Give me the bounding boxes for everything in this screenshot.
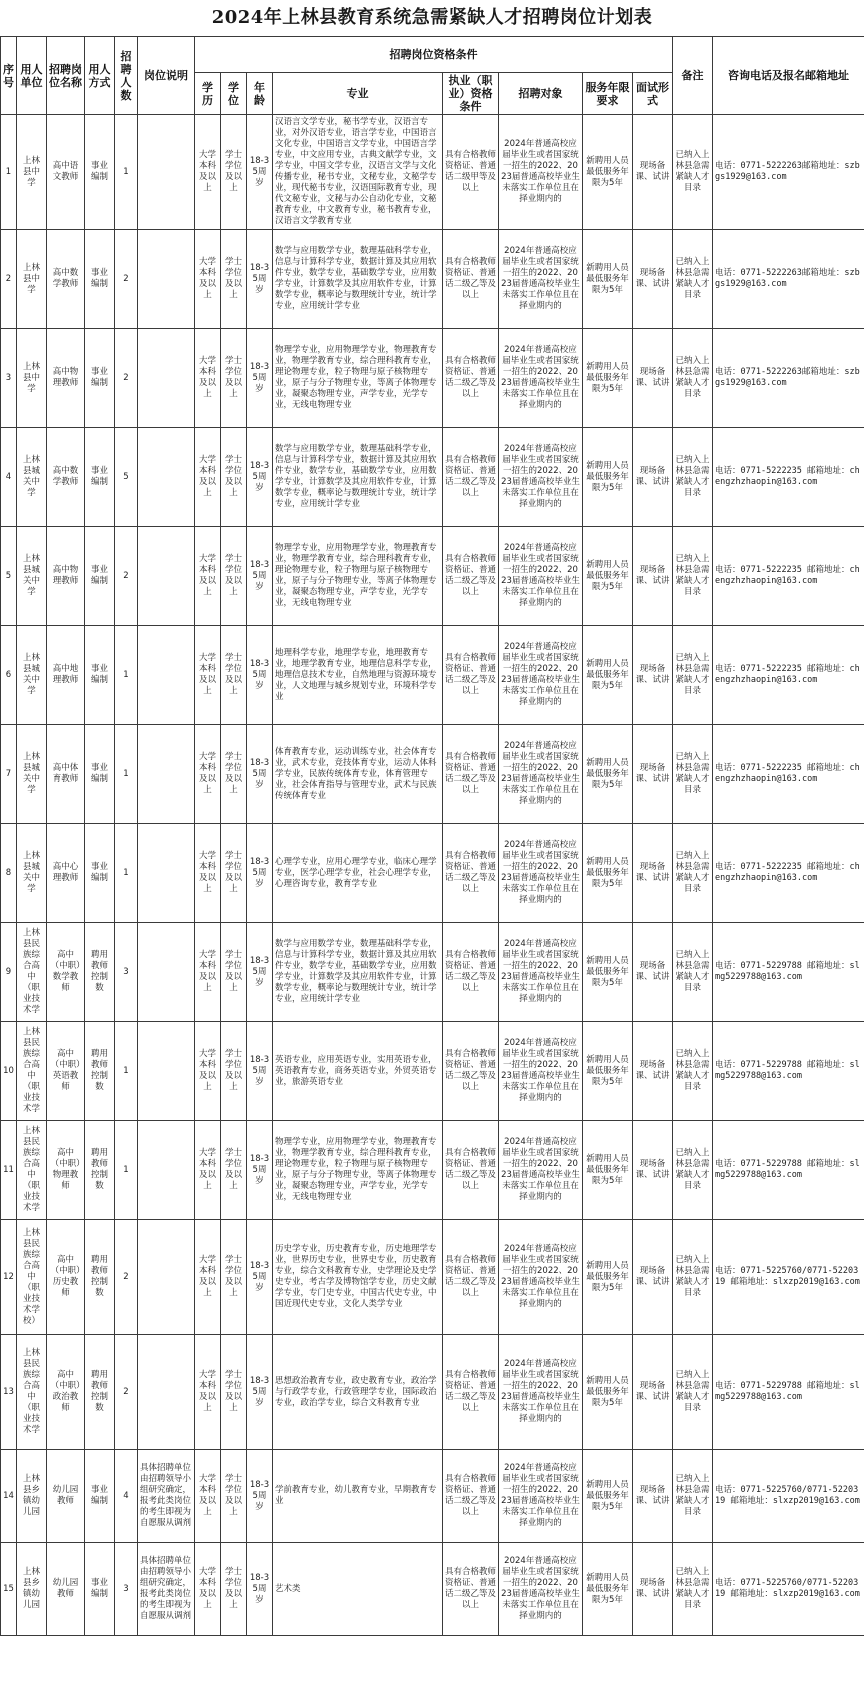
cell-license: 具有合格教师资格证、普通话二级甲等及以上 [443, 115, 499, 230]
cell-service: 新聘用人员最低服务年限为5年 [583, 923, 633, 1022]
header-unit: 用人单位 [17, 37, 47, 115]
cell-license: 具有合格教师资格证、普通话二级乙等及以上 [443, 1450, 499, 1543]
cell-degree: 学士学位及以上 [221, 923, 247, 1022]
cell-target: 2024年普通高校应届毕业生或者国家统一招生的2022、2023届普通高校毕业生未落实工作单位且在择业期内的 [499, 626, 583, 725]
cell-license: 具有合格教师资格证、普通话二级乙等及以上 [443, 527, 499, 626]
cell-desc [138, 824, 195, 923]
cell-service: 新聘用人员最低服务年限为5年 [583, 824, 633, 923]
cell-contact: 电话：0771-5225760/0771-5220319 邮箱地址：slxzp2019@163.com [713, 1543, 864, 1636]
cell-target: 2024年普通高校应届毕业生或者国家统一招生的2022、2023届普通高校毕业生未落实工作单位且在择业期内的 [499, 725, 583, 824]
cell-desc [138, 626, 195, 725]
table-row [1, 527, 864, 626]
cell-major: 物理学专业，应用物理学专业，物理教育专业，物理学教育专业，综合理科教育专业，理论物理专业，粒子物理与原子核物理专业，原子与分子物理专业，等离子体物理专业，凝聚态物理专业，声学专业，光学专业，无线电物理专业 [273, 527, 443, 626]
cell-method: 事业编制 [85, 725, 115, 824]
cell-remark: 已纳入上林县急需紧缺人才目录 [673, 230, 713, 329]
cell-age: 18-35周岁 [247, 1022, 273, 1121]
cell-service: 新聘用人员最低服务年限为5年 [583, 1220, 633, 1335]
cell-major: 数学与应用数学专业，数理基础科学专业，信息与计算科学专业，数据计算及其应用软件专业，数学专业，基础数学专业，应用数学专业，计算数学及其应用软件专业，计算数学专业，概率论与数理统计专业，统计学专业，应用统计学专业 [273, 428, 443, 527]
cell-count: 2 [115, 230, 138, 329]
cell-major: 汉语言文学专业，秘书学专业，汉语言专业，对外汉语专业，语言学专业，中国语言文化专业，中国语言文学专业，中国语言学专业，中文应用专业，古典文献学专业，文学专业，中国文学专业，汉语言文学与文化传播专业，秘书专业，文秘专业，文秘学专业，现代秘书专业，汉语国际教育专业，现代文秘专业，文秘与办公自动化专业，文秘教育专业，中文教育专业，秘书教育专业，汉语言文学教育专业 [273, 115, 443, 230]
cell-method: 事业编制 [85, 115, 115, 230]
cell-count: 1 [115, 824, 138, 923]
cell-age: 18-35周岁 [247, 626, 273, 725]
cell-method: 事业编制 [85, 626, 115, 725]
cell-target: 2024年普通高校应届毕业生或者国家统一招生的2022、2023届普通高校毕业生未落实工作单位且在择业期内的 [499, 1335, 583, 1450]
cell-post: 高中物理教师 [47, 329, 85, 428]
cell-unit: 上林县民族综合高中（职业技术学 [17, 1121, 47, 1220]
cell-license: 具有合格教师资格证、普通话二级乙等及以上 [443, 824, 499, 923]
cell-interview: 现场备课、试讲 [633, 1121, 673, 1220]
cell-unit: 上林县城关中学 [17, 428, 47, 527]
cell-age: 18-35周岁 [247, 923, 273, 1022]
cell-method: 聘用教师控制数 [85, 1335, 115, 1450]
cell-seq: 8 [1, 824, 17, 923]
cell-degree: 学士学位及以上 [221, 725, 247, 824]
cell-major: 地理科学专业，地理学专业，地理教育专业，地理学教育专业，地理信息科学专业，地理信息技术专业，自然地理与资源环境专业，人文地理与城乡规划专业，环境科学专业 [273, 626, 443, 725]
table-row [1, 329, 864, 428]
cell-service: 新聘用人员最低服务年限为5年 [583, 1543, 633, 1636]
cell-edu: 大学本科及以上 [195, 1022, 221, 1121]
cell-post: 幼儿园教师 [47, 1543, 85, 1636]
cell-age: 18-35周岁 [247, 725, 273, 824]
cell-edu: 大学本科及以上 [195, 824, 221, 923]
cell-degree: 学士学位及以上 [221, 115, 247, 230]
table-row [1, 1543, 864, 1636]
cell-seq: 12 [1, 1220, 17, 1335]
cell-age: 18-35周岁 [247, 329, 273, 428]
cell-license: 具有合格教师资格证、普通话二级乙等及以上 [443, 1022, 499, 1121]
cell-major: 体育教育专业，运动训练专业，社会体育专业，武术专业，竞技体育专业，运动人体科学专业，民族传统体育专业，体育管理专业，社会体育指导与管理专业，武术与民族传统体育专业 [273, 725, 443, 824]
cell-contact: 电话：0771-5222235 邮箱地址：chengzhzhaopin@163.com [713, 725, 864, 824]
cell-edu: 大学本科及以上 [195, 329, 221, 428]
cell-degree: 学士学位及以上 [221, 1335, 247, 1450]
cell-license: 具有合格教师资格证、普通话二级乙等及以上 [443, 1335, 499, 1450]
cell-seq: 6 [1, 626, 17, 725]
cell-remark: 已纳入上林县急需紧缺人才目录 [673, 115, 713, 230]
table-row [1, 428, 864, 527]
cell-post: 高中数学教师 [47, 230, 85, 329]
cell-method: 聘用教师控制数 [85, 1121, 115, 1220]
cell-service: 新聘用人员最低服务年限为5年 [583, 725, 633, 824]
cell-seq: 11 [1, 1121, 17, 1220]
cell-seq: 3 [1, 329, 17, 428]
cell-count: 5 [115, 428, 138, 527]
cell-count: 1 [115, 1121, 138, 1220]
header-interview: 面试形式 [633, 73, 673, 115]
cell-edu: 大学本科及以上 [195, 527, 221, 626]
cell-license: 具有合格教师资格证、普通话二级乙等及以上 [443, 1220, 499, 1335]
cell-unit: 上林县乡镇幼儿园 [17, 1450, 47, 1543]
cell-post: 高中语文教师 [47, 115, 85, 230]
cell-interview: 现场备课、试讲 [633, 1022, 673, 1121]
cell-edu: 大学本科及以上 [195, 923, 221, 1022]
cell-count: 2 [115, 329, 138, 428]
table-row [1, 1335, 864, 1450]
cell-license: 具有合格教师资格证、普通话二级乙等及以上 [443, 329, 499, 428]
cell-contact: 电话：0771-5229788 邮箱地址：slmg5229788@163.com [713, 923, 864, 1022]
cell-degree: 学士学位及以上 [221, 1121, 247, 1220]
cell-unit: 上林县城关中学 [17, 725, 47, 824]
cell-count: 1 [115, 115, 138, 230]
cell-age: 18-35周岁 [247, 1450, 273, 1543]
header-desc: 岗位说明 [138, 37, 195, 115]
cell-desc [138, 923, 195, 1022]
header-age: 年龄 [247, 73, 273, 115]
cell-target: 2024年普通高校应届毕业生或者国家统一招生的2022、2023届普通高校毕业生未落实工作单位且在择业期内的 [499, 1121, 583, 1220]
cell-remark: 已纳入上林县急需紧缺人才目录 [673, 1121, 713, 1220]
cell-major: 数学与应用数学专业，数理基础科学专业，信息与计算科学专业，数据计算及其应用软件专业，数学专业，基础数学专业，应用数学专业，计算数学及其应用软件专业，计算数学专业，概率论与数理统计专业，统计学专业，应用统计学专业 [273, 230, 443, 329]
cell-age: 18-35周岁 [247, 1335, 273, 1450]
cell-unit: 上林县中学 [17, 230, 47, 329]
cell-unit: 上林县城关中学 [17, 824, 47, 923]
cell-interview: 现场备课、试讲 [633, 725, 673, 824]
header-remark: 备注 [673, 37, 713, 115]
cell-age: 18-35周岁 [247, 1543, 273, 1636]
cell-major: 数学与应用数学专业，数理基础科学专业，信息与计算科学专业，数据计算及其应用软件专业，数学专业，基础数学专业，应用数学专业，计算数学及其应用软件专业，计算数学专业，概率论与数理统计专业，统计学专业，应用统计学专业 [273, 923, 443, 1022]
cell-age: 18-35周岁 [247, 115, 273, 230]
cell-service: 新聘用人员最低服务年限为5年 [583, 527, 633, 626]
cell-interview: 现场备课、试讲 [633, 428, 673, 527]
cell-degree: 学士学位及以上 [221, 1022, 247, 1121]
cell-post: 高中体育教师 [47, 725, 85, 824]
cell-seq: 1 [1, 115, 17, 230]
cell-desc [138, 725, 195, 824]
cell-seq: 7 [1, 725, 17, 824]
cell-desc [138, 230, 195, 329]
cell-license: 具有合格教师资格证、普通话二级乙等及以上 [443, 230, 499, 329]
cell-post: 高中数学教师 [47, 428, 85, 527]
cell-remark: 已纳入上林县急需紧缺人才目录 [673, 1022, 713, 1121]
cell-remark: 已纳入上林县急需紧缺人才目录 [673, 527, 713, 626]
table-row [1, 923, 864, 1022]
cell-edu: 大学本科及以上 [195, 428, 221, 527]
cell-count: 2 [115, 527, 138, 626]
cell-age: 18-35周岁 [247, 1121, 273, 1220]
cell-method: 事业编制 [85, 1450, 115, 1543]
cell-desc [138, 428, 195, 527]
cell-contact: 电话：0771-5222235 邮箱地址：chengzhzhaopin@163.com [713, 527, 864, 626]
cell-unit: 上林县乡镇幼儿园 [17, 1543, 47, 1636]
cell-contact: 电话：0771-5229788 邮箱地址：slmg5229788@163.com [713, 1121, 864, 1220]
cell-desc: 具体招聘单位由招聘领导小组研究确定，报考此类岗位的考生即视为自愿服从调剂 [138, 1543, 195, 1636]
cell-major: 物理学专业，应用物理学专业，物理教育专业，物理学教育专业，综合理科教育专业，理论物理专业，粒子物理与原子核物理专业，原子与分子物理专业，等离子体物理专业，凝聚态物理专业，声学专业，光学专业，无线电物理专业 [273, 329, 443, 428]
cell-desc [138, 329, 195, 428]
cell-desc [138, 1335, 195, 1450]
header-edu: 学历 [195, 73, 221, 115]
cell-seq: 15 [1, 1543, 17, 1636]
cell-target: 2024年普通高校应届毕业生或者国家统一招生的2022、2023届普通高校毕业生未落实工作单位且在择业期内的 [499, 824, 583, 923]
cell-degree: 学士学位及以上 [221, 626, 247, 725]
cell-degree: 学士学位及以上 [221, 1220, 247, 1335]
cell-seq: 9 [1, 923, 17, 1022]
cell-service: 新聘用人员最低服务年限为5年 [583, 1450, 633, 1543]
cell-seq: 4 [1, 428, 17, 527]
cell-contact: 电话：0771-5222235 邮箱地址：chengzhzhaopin@163.com [713, 626, 864, 725]
cell-contact: 电话：0771-5222263邮箱地址：szbgs1929@163.com [713, 230, 864, 329]
table-row [1, 1220, 864, 1335]
cell-service: 新聘用人员最低服务年限为5年 [583, 626, 633, 725]
cell-target: 2024年普通高校应届毕业生或者国家统一招生的2022、2023届普通高校毕业生未落实工作单位且在择业期内的 [499, 1220, 583, 1335]
cell-desc [138, 115, 195, 230]
cell-remark: 已纳入上林县急需紧缺人才目录 [673, 923, 713, 1022]
cell-remark: 已纳入上林县急需紧缺人才目录 [673, 626, 713, 725]
cell-remark: 已纳入上林县急需紧缺人才目录 [673, 824, 713, 923]
cell-remark: 已纳入上林县急需紧缺人才目录 [673, 329, 713, 428]
cell-post: 高中（中职）物理教师 [47, 1121, 85, 1220]
cell-age: 18-35周岁 [247, 428, 273, 527]
cell-method: 事业编制 [85, 329, 115, 428]
cell-interview: 现场备课、试讲 [633, 1220, 673, 1335]
cell-contact: 电话：0771-5229788 邮箱地址：slmg5229788@163.com [713, 1335, 864, 1450]
cell-license: 具有合格教师资格证、普通话二级乙等及以上 [443, 725, 499, 824]
cell-target: 2024年普通高校应届毕业生或者国家统一招生的2022、2023届普通高校毕业生未落实工作单位且在择业期内的 [499, 230, 583, 329]
cell-degree: 学士学位及以上 [221, 428, 247, 527]
cell-remark: 已纳入上林县急需紧缺人才目录 [673, 428, 713, 527]
cell-interview: 现场备课、试讲 [633, 527, 673, 626]
cell-target: 2024年普通高校应届毕业生或者国家统一招生的2022、2023届普通高校毕业生未落实工作单位且在择业期内的 [499, 1022, 583, 1121]
cell-interview: 现场备课、试讲 [633, 626, 673, 725]
cell-major: 心理学专业，应用心理学专业，临床心理学专业，医学心理学专业，社会心理学专业，心理咨询专业，教育学专业 [273, 824, 443, 923]
cell-service: 新聘用人员最低服务年限为5年 [583, 1022, 633, 1121]
cell-service: 新聘用人员最低服务年限为5年 [583, 115, 633, 230]
cell-desc [138, 1022, 195, 1121]
cell-major: 思想政治教育专业，政史教育专业，政治学与行政学专业，行政管理学专业，国际政治专业，政治学专业，综合文科教育专业 [273, 1335, 443, 1450]
cell-remark: 已纳入上林县急需紧缺人才目录 [673, 1543, 713, 1636]
cell-edu: 大学本科及以上 [195, 115, 221, 230]
cell-count: 3 [115, 923, 138, 1022]
table-body [1, 115, 864, 1636]
cell-interview: 现场备课、试讲 [633, 1335, 673, 1450]
table-row [1, 230, 864, 329]
cell-post: 幼儿园教师 [47, 1450, 85, 1543]
cell-contact: 电话：0771-5222235 邮箱地址：chengzhzhaopin@163.com [713, 428, 864, 527]
cell-method: 事业编制 [85, 230, 115, 329]
header-major: 专业 [273, 73, 443, 115]
table-row [1, 626, 864, 725]
cell-method: 事业编制 [85, 428, 115, 527]
cell-post: 高中地理教师 [47, 626, 85, 725]
cell-age: 18-35周岁 [247, 1220, 273, 1335]
cell-interview: 现场备课、试讲 [633, 230, 673, 329]
header-count: 招聘人数 [115, 37, 138, 115]
cell-unit: 上林县民族综合高中（职业技术学 [17, 1335, 47, 1450]
cell-desc [138, 1121, 195, 1220]
cell-interview: 现场备课、试讲 [633, 115, 673, 230]
cell-edu: 大学本科及以上 [195, 626, 221, 725]
cell-interview: 现场备课、试讲 [633, 824, 673, 923]
cell-count: 2 [115, 1335, 138, 1450]
table-row [1, 115, 864, 230]
header-service: 服务年限要求 [583, 73, 633, 115]
cell-service: 新聘用人员最低服务年限为5年 [583, 428, 633, 527]
cell-contact: 电话：0771-5222263邮箱地址：szbgs1929@163.com [713, 329, 864, 428]
cell-major: 学前教育专业，幼儿教育专业，早期教育专业 [273, 1450, 443, 1543]
cell-unit: 上林县城关中学 [17, 527, 47, 626]
table-row [1, 824, 864, 923]
cell-edu: 大学本科及以上 [195, 1335, 221, 1450]
cell-count: 1 [115, 626, 138, 725]
cell-interview: 现场备课、试讲 [633, 329, 673, 428]
cell-method: 事业编制 [85, 527, 115, 626]
cell-post: 高中（中职）历史教师 [47, 1220, 85, 1335]
header-post-name: 招聘岗位名称 [47, 37, 85, 115]
cell-target: 2024年普通高校应届毕业生或者国家统一招生的2022、2023届普通高校毕业生未落实工作单位且在择业期内的 [499, 923, 583, 1022]
cell-target: 2024年普通高校应届毕业生或者国家统一招生的2022、2023届普通高校毕业生未落实工作单位且在择业期内的 [499, 527, 583, 626]
cell-method: 聘用教师控制数 [85, 923, 115, 1022]
table-row [1, 725, 864, 824]
cell-major: 英语专业，应用英语专业，实用英语专业，英语教育专业，商务英语专业，外贸英语专业，旅游英语专业 [273, 1022, 443, 1121]
cell-target: 2024年普通高校应届毕业生或者国家统一招生的2022、2023届普通高校毕业生未落实工作单位且在择业期内的 [499, 428, 583, 527]
cell-service: 新聘用人员最低服务年限为5年 [583, 329, 633, 428]
cell-remark: 已纳入上林县急需紧缺人才目录 [673, 725, 713, 824]
header-qualification-group: 招聘岗位资格条件 [195, 37, 673, 73]
cell-degree: 学士学位及以上 [221, 527, 247, 626]
cell-post: 高中（中职）数学教师 [47, 923, 85, 1022]
cell-service: 新聘用人员最低服务年限为5年 [583, 1121, 633, 1220]
cell-degree: 学士学位及以上 [221, 824, 247, 923]
cell-edu: 大学本科及以上 [195, 725, 221, 824]
cell-remark: 已纳入上林县急需紧缺人才目录 [673, 1220, 713, 1335]
cell-contact: 电话：0771-5229788 邮箱地址：slmg5229788@163.com [713, 1022, 864, 1121]
cell-edu: 大学本科及以上 [195, 230, 221, 329]
cell-edu: 大学本科及以上 [195, 1450, 221, 1543]
cell-target: 2024年普通高校应届毕业生或者国家统一招生的2022、2023届普通高校毕业生未落实工作单位且在择业期内的 [499, 1543, 583, 1636]
cell-target: 2024年普通高校应届毕业生或者国家统一招生的2022、2023届普通高校毕业生未落实工作单位且在择业期内的 [499, 115, 583, 230]
cell-degree: 学士学位及以上 [221, 329, 247, 428]
cell-unit: 上林县中学 [17, 115, 47, 230]
header-target: 招聘对象 [499, 73, 583, 115]
cell-post: 高中物理教师 [47, 527, 85, 626]
cell-contact: 电话：0771-5225760/0771-5220319 邮箱地址：slxzp2019@163.com [713, 1220, 864, 1335]
header-row-top [1, 37, 864, 73]
cell-edu: 大学本科及以上 [195, 1543, 221, 1636]
cell-contact: 电话：0771-5225760/0771-5220319 邮箱地址：slxzp2019@163.com [713, 1450, 864, 1543]
cell-contact: 电话：0771-5222263邮箱地址：szbgs1929@163.com [713, 115, 864, 230]
cell-method: 聘用教师控制数 [85, 1220, 115, 1335]
cell-major: 物理学专业，应用物理学专业，物理教育专业，物理学教育专业，综合理科教育专业，理论物理专业，粒子物理与原子核物理专业，原子与分子物理专业，等离子体物理专业，凝聚态物理专业，声学专业，光学专业，无线电物理专业 [273, 1121, 443, 1220]
header-method: 用人方式 [85, 37, 115, 115]
header-contact: 咨询电话及报名邮箱地址 [713, 37, 864, 115]
cell-service: 新聘用人员最低服务年限为5年 [583, 1335, 633, 1450]
header-license: 执业（职业）资格条件 [443, 73, 499, 115]
cell-post: 高中心理教师 [47, 824, 85, 923]
cell-seq: 2 [1, 230, 17, 329]
cell-count: 1 [115, 1022, 138, 1121]
cell-unit: 上林县中学 [17, 329, 47, 428]
cell-desc [138, 527, 195, 626]
cell-license: 具有合格教师资格证、普通话二级乙等及以上 [443, 626, 499, 725]
cell-target: 2024年普通高校应届毕业生或者国家统一招生的2022、2023届普通高校毕业生未落实工作单位且在择业期内的 [499, 1450, 583, 1543]
cell-interview: 现场备课、试讲 [633, 1543, 673, 1636]
cell-method: 聘用教师控制数 [85, 1022, 115, 1121]
cell-count: 4 [115, 1450, 138, 1543]
cell-degree: 学士学位及以上 [221, 1543, 247, 1636]
cell-age: 18-35周岁 [247, 824, 273, 923]
cell-unit: 上林县城关中学 [17, 626, 47, 725]
cell-count: 3 [115, 1543, 138, 1636]
table-row [1, 1121, 864, 1220]
cell-unit: 上林县民族综合高中（职业技术学校） [17, 1220, 47, 1335]
cell-method: 事业编制 [85, 1543, 115, 1636]
cell-seq: 13 [1, 1335, 17, 1450]
cell-service: 新聘用人员最低服务年限为5年 [583, 230, 633, 329]
recruitment-table [0, 36, 864, 1636]
cell-interview: 现场备课、试讲 [633, 923, 673, 1022]
cell-method: 事业编制 [85, 824, 115, 923]
table-row [1, 1450, 864, 1543]
cell-seq: 10 [1, 1022, 17, 1121]
cell-age: 18-35周岁 [247, 230, 273, 329]
cell-count: 2 [115, 1220, 138, 1335]
cell-interview: 现场备课、试讲 [633, 1450, 673, 1543]
cell-edu: 大学本科及以上 [195, 1121, 221, 1220]
cell-unit: 上林县民族综合高中（职业技术学 [17, 923, 47, 1022]
cell-contact: 电话：0771-5222235 邮箱地址：chengzhzhaopin@163.com [713, 824, 864, 923]
cell-edu: 大学本科及以上 [195, 1220, 221, 1335]
table-row [1, 1022, 864, 1121]
cell-count: 1 [115, 725, 138, 824]
cell-unit: 上林县民族综合高中（职业技术学 [17, 1022, 47, 1121]
cell-license: 具有合格教师资格证、普通话二级乙等及以上 [443, 923, 499, 1022]
cell-desc [138, 1220, 195, 1335]
cell-major: 艺术类 [273, 1543, 443, 1636]
cell-degree: 学士学位及以上 [221, 1450, 247, 1543]
cell-license: 具有合格教师资格证、普通话二级乙等及以上 [443, 1121, 499, 1220]
cell-license: 具有合格教师资格证、普通话二级乙等及以上 [443, 428, 499, 527]
cell-age: 18-35周岁 [247, 527, 273, 626]
cell-major: 历史学专业，历史教育专业，历史地理学专业，世界历史专业，世界史专业，历史教育专业，综合文科教育专业，史学理论及史学史专业，考古学及博物馆学专业，历史文献学专业，专门史专业，中国古代史专业，中国近现代史专业，文化人类学专业 [273, 1220, 443, 1335]
cell-degree: 学士学位及以上 [221, 230, 247, 329]
cell-license: 具有合格教师资格证、普通话二级乙等及以上 [443, 1543, 499, 1636]
cell-remark: 已纳入上林县急需紧缺人才目录 [673, 1335, 713, 1450]
cell-post: 高中（中职）政治教师 [47, 1335, 85, 1450]
cell-target: 2024年普通高校应届毕业生或者国家统一招生的2022、2023届普通高校毕业生未落实工作单位且在择业期内的 [499, 329, 583, 428]
page-title: 2024年上林县教育系统急需紧缺人才招聘岗位计划表 [211, 7, 653, 28]
cell-post: 高中（中职）英语教师 [47, 1022, 85, 1121]
cell-desc: 具体招聘单位由招聘领导小组研究确定，报考此类岗位的考生即视为自愿服从调剂 [138, 1450, 195, 1543]
cell-seq: 14 [1, 1450, 17, 1543]
header-seq: 序号 [1, 37, 17, 115]
cell-remark: 已纳入上林县急需紧缺人才目录 [673, 1450, 713, 1543]
cell-seq: 5 [1, 527, 17, 626]
header-degree: 学位 [221, 73, 247, 115]
